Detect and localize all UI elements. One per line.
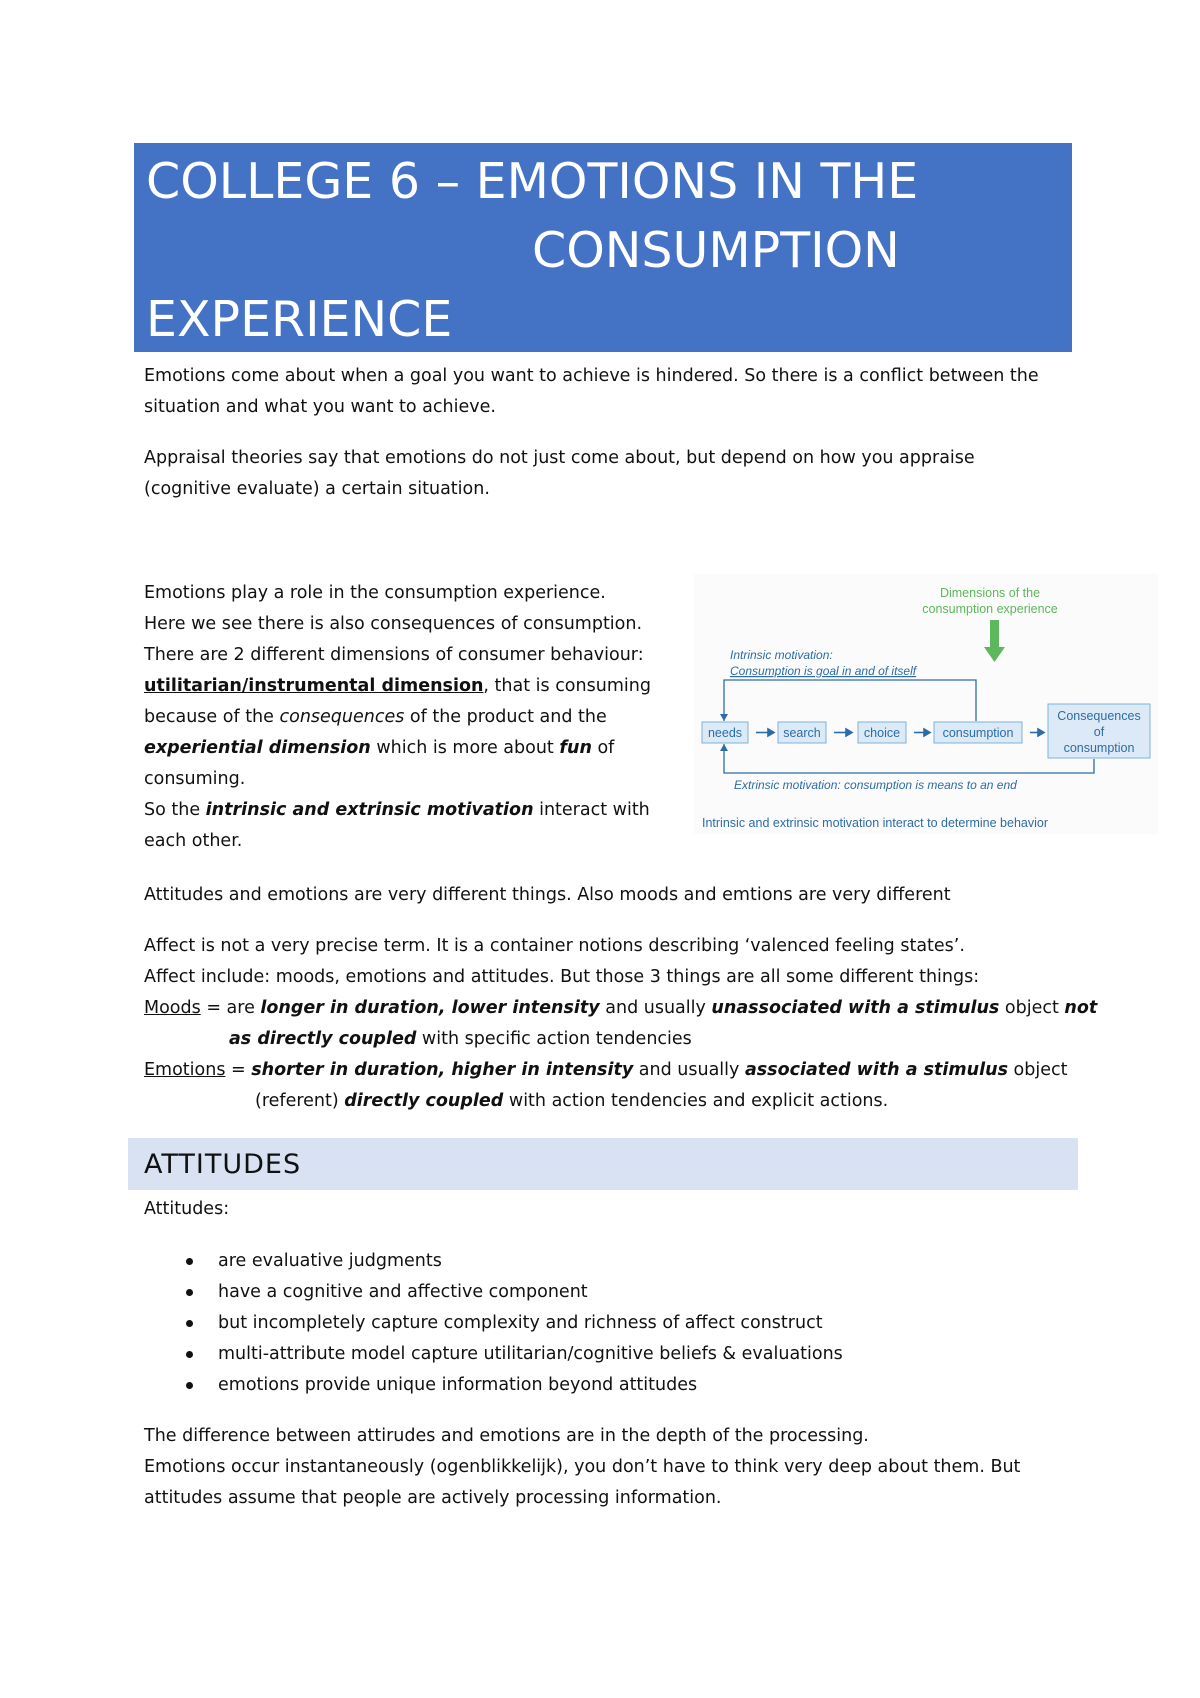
consequences-term: consequences bbox=[279, 707, 405, 727]
consumption-line-4-rest: , that is consuming bbox=[483, 676, 651, 696]
moods-c: object bbox=[999, 998, 1065, 1018]
moods-definition-line-2 bbox=[229, 1024, 692, 1055]
consequences-label-l3: consumption bbox=[1063, 741, 1135, 755]
moods-bi2: unassociated with a stimulus bbox=[711, 998, 1000, 1018]
consumption-line-8 bbox=[144, 795, 650, 826]
bullet-icon bbox=[186, 1351, 193, 1358]
attitudes-conclusion-line-3: attitudes assume that people are actively processing information. bbox=[144, 1488, 722, 1508]
search-label: search bbox=[783, 726, 821, 740]
extrinsic-loop-arrowhead-icon bbox=[720, 744, 728, 751]
intro-p1-line2: situation and what you want to achieve. bbox=[144, 397, 496, 417]
extrinsic-loop-line bbox=[724, 744, 1094, 773]
list-item-text: have a cognitive and affective component bbox=[218, 1282, 588, 1302]
needs-label: needs bbox=[707, 726, 743, 740]
moods-term: Moods bbox=[144, 998, 201, 1018]
dimensions-title-l1: Dimensions of the bbox=[939, 586, 1041, 600]
consumption-line-8-b: interact with bbox=[533, 800, 650, 820]
emotions-bi1: shorter in duration bbox=[251, 1060, 439, 1080]
emotions-term: Emotions bbox=[144, 1060, 226, 1080]
green-down-arrow-icon bbox=[984, 620, 1005, 662]
bullet-icon bbox=[186, 1258, 193, 1265]
moods-l2-bi: as directly coupled bbox=[229, 1029, 417, 1049]
intro-p1-line1: Emotions come about when a goal you want to achieve is hindered. So there is a conflict between the bbox=[144, 366, 1039, 386]
intrinsic-loop-line bbox=[724, 680, 976, 721]
dimensions-title-l2: consumption experience bbox=[922, 602, 1058, 616]
moods-definition-line-1 bbox=[144, 993, 1097, 1024]
list-item-text: emotions provide unique information beyond attitudes bbox=[218, 1375, 698, 1395]
emotions-l2-bi: directly coupled bbox=[344, 1091, 504, 1111]
intrinsic-label-l1: Intrinsic motivation: bbox=[730, 648, 833, 662]
emotions-bi2: higher in intensity bbox=[451, 1060, 634, 1080]
affect-line-2: Affect is not a very precise term. It is a container notions describing ‘valenced feeling states’. bbox=[144, 936, 965, 956]
attitudes-conclusion-line-2: Emotions occur instantaneously (ogenblikkelijk), you don’t have to think very deep about them. But bbox=[144, 1457, 1021, 1477]
title-line-3: EXPERIENCE bbox=[146, 291, 453, 348]
motivation-diagram bbox=[694, 574, 1158, 834]
consumption-line-6 bbox=[144, 733, 614, 764]
emotions-l2-a: (referent) bbox=[255, 1091, 345, 1111]
diagram-caption: Intrinsic and extrinsic motivation interact to determine behavior bbox=[702, 816, 1048, 830]
emotions-bi3: associated with a stimulus bbox=[744, 1060, 1008, 1080]
affect-line-1: Attitudes and emotions are very different things. Also moods and emtions are very different bbox=[144, 885, 951, 905]
list-item-text: are evaluative judgments bbox=[218, 1251, 442, 1271]
emotions-l2-b: with action tendencies and explicit actions. bbox=[503, 1091, 889, 1111]
consumption-line-4 bbox=[144, 671, 651, 702]
emotions-b: , bbox=[438, 1060, 452, 1080]
affect-line-3: Affect include: moods, emotions and attitudes. But those 3 things are all some different things: bbox=[144, 967, 980, 987]
consumption-line-1: Emotions play a role in the consumption experience. bbox=[144, 583, 606, 603]
experiential-dimension-term: experiential dimension bbox=[144, 738, 371, 758]
moods-bi1: longer in duration, lower intensity bbox=[260, 998, 600, 1018]
attitudes-intro: Attitudes: bbox=[144, 1199, 230, 1219]
intro-p2-line1: Appraisal theories say that emotions do not just come about, but depend on how you appraise bbox=[144, 448, 975, 468]
extrinsic-label: Extrinsic motivation: consumption is means to an end bbox=[734, 778, 1017, 792]
consumption-line-9: each other. bbox=[144, 831, 243, 851]
emotions-definition-line-2 bbox=[255, 1086, 888, 1117]
utilitarian-dimension-term: utilitarian/instrumental dimension bbox=[144, 676, 484, 696]
motivation-term: intrinsic and extrinsic motivation bbox=[205, 800, 534, 820]
bullet-icon bbox=[186, 1382, 193, 1389]
bullet-icon bbox=[186, 1289, 193, 1296]
moods-b: and usually bbox=[599, 998, 712, 1018]
consumption-line-6-a: which is more about bbox=[370, 738, 560, 758]
title-banner bbox=[134, 143, 1072, 352]
consumption-line-5-a: because of the bbox=[144, 707, 280, 727]
intrinsic-loop-arrowhead-icon bbox=[720, 714, 728, 721]
moods-a: = are bbox=[200, 998, 261, 1018]
fun-term: fun bbox=[559, 738, 592, 758]
choice-label: choice bbox=[863, 726, 901, 740]
list-item-text: multi-attribute model capture utilitarian/cognitive beliefs & evaluations bbox=[218, 1344, 843, 1364]
bullet-icon bbox=[186, 1320, 193, 1327]
list-item-text: but incompletely capture complexity and richness of affect construct bbox=[218, 1313, 823, 1333]
title-line-1: COLLEGE 6 – EMOTIONS IN THE bbox=[146, 153, 919, 210]
consumption-line-7: consuming. bbox=[144, 769, 246, 789]
consumption-line-3: There are 2 different dimensions of consumer behaviour: bbox=[144, 645, 644, 665]
consumption-line-6-b: of bbox=[591, 738, 615, 758]
moods-bi3: not bbox=[1064, 998, 1098, 1018]
consumption-line-8-a: So the bbox=[144, 800, 206, 820]
consequences-label-l1: Consequences bbox=[1057, 709, 1141, 723]
consumption-line-5 bbox=[144, 702, 607, 733]
consumption-label: consumption bbox=[942, 726, 1014, 740]
emotions-d: object bbox=[1007, 1060, 1068, 1080]
moods-l2-rest: with specific action tendencies bbox=[416, 1029, 692, 1049]
attitudes-conclusion-line-1: The difference between attirudes and emotions are in the depth of the processing. bbox=[144, 1426, 869, 1446]
attitudes-heading: ATTITUDES bbox=[144, 1149, 302, 1180]
intrinsic-label-l2: Consumption is goal in and of itself bbox=[730, 664, 917, 678]
emotions-c: and usually bbox=[633, 1060, 745, 1080]
consumption-line-2: Here we see there is also consequences of consumption. bbox=[144, 614, 643, 634]
motivation-diagram-svg bbox=[694, 574, 1158, 834]
consumption-line-5-b: of the product and the bbox=[404, 707, 607, 727]
emotions-definition-line-1 bbox=[144, 1055, 1067, 1086]
emotions-a: = bbox=[225, 1060, 252, 1080]
intro-p2-line2: (cognitive evaluate) a certain situation. bbox=[144, 479, 490, 499]
consequences-label-l2: of bbox=[1093, 725, 1105, 739]
title-line-2: CONSUMPTION bbox=[532, 222, 900, 279]
